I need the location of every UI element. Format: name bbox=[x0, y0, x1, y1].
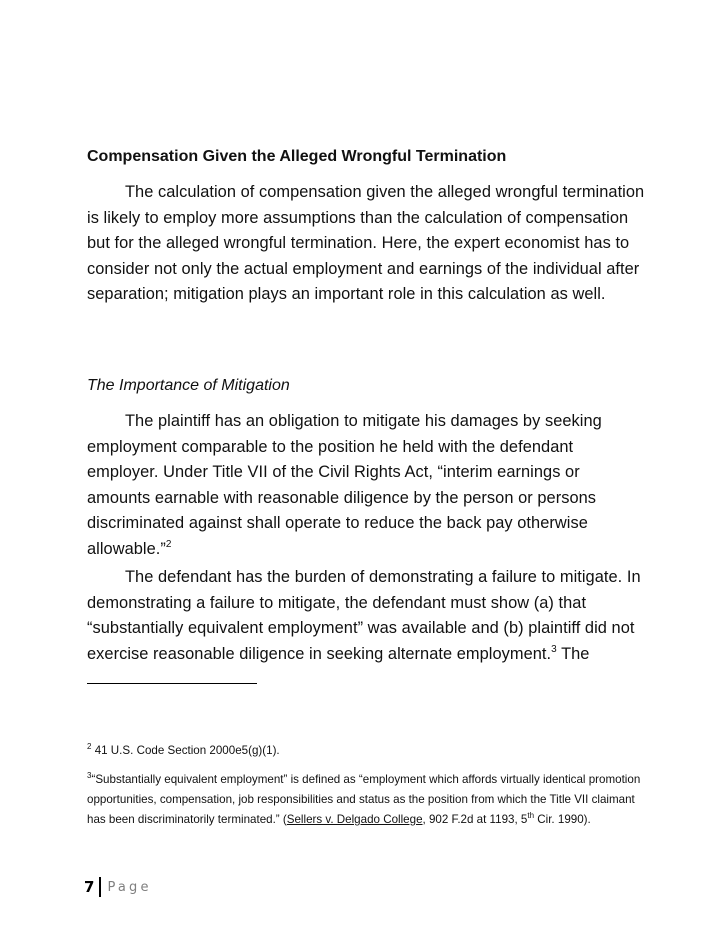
footnote-separator bbox=[87, 683, 257, 684]
footer-divider bbox=[99, 877, 101, 897]
paragraph-3-tail: The bbox=[561, 644, 590, 663]
footnote-3-ordinal: th bbox=[527, 811, 535, 820]
footnote-3-marker: 3 bbox=[87, 771, 92, 780]
page-number: 7 bbox=[84, 878, 95, 896]
page-label: Page bbox=[107, 879, 152, 895]
subheading-mitigation: The Importance of Mitigation bbox=[87, 377, 290, 394]
paragraph-2-text: The plaintiff has an obligation to mitigate his damages by seeking employment comparable to the position he held with the defendant employer. Under Title VII of the Civil Rights Act, “interim earnings or amounts earnable with reasonable diligence by the person or persons discriminated against shall operate to reduce the back pay otherwise allowable.” bbox=[87, 412, 602, 558]
footnote-ref-2[interactable]: 2 bbox=[165, 538, 172, 550]
footnote-2-marker: 2 bbox=[87, 742, 92, 751]
page-footer bbox=[84, 876, 152, 898]
footnote-3-citation: , 902 F.2d at 1193, 5 bbox=[422, 813, 528, 826]
paragraph-3-text: The defendant has the burden of demonstrating a failure to mitigate. In demonstrating a failure to mitigate, the defendant must show (a) that “substantially equivalent employment” was available and (b) plaintiff did not exercise reasonable diligence in seeking alternate employment. bbox=[87, 568, 641, 663]
case-citation-link[interactable]: Sellers v. Delgado College bbox=[286, 813, 423, 826]
footnote-3 bbox=[87, 770, 647, 830]
footnote-2-text: 41 U.S. Code Section 2000e5(g)(1). bbox=[94, 744, 280, 757]
footnote-2 bbox=[87, 741, 647, 761]
paragraph-1: The calculation of compensation given the alleged wrongful termination is likely to employ more assumptions than the calculation of compensation but for the alleged wrongful termination. Here, the expert economist has to consider not only the actual employment and earnings of the individual after separation; mitigation plays an important role in this calculation as well. bbox=[87, 183, 645, 304]
footnote-3-text: “Substantially equivalent employment” is defined as “employment which affords virtually identical promotion opportunities, compensation, job responsibilities and status as the position from which the Title VII claimant has been discriminatorily terminated.” ( bbox=[87, 773, 641, 826]
paragraph-2 bbox=[87, 409, 647, 563]
footnote-3-end: Cir. 1990). bbox=[534, 813, 591, 826]
paragraph-3 bbox=[87, 565, 647, 667]
section-heading: Compensation Given the Alleged Wrongful Termination bbox=[87, 148, 507, 165]
footnote-ref-3[interactable]: 3 bbox=[551, 643, 557, 655]
